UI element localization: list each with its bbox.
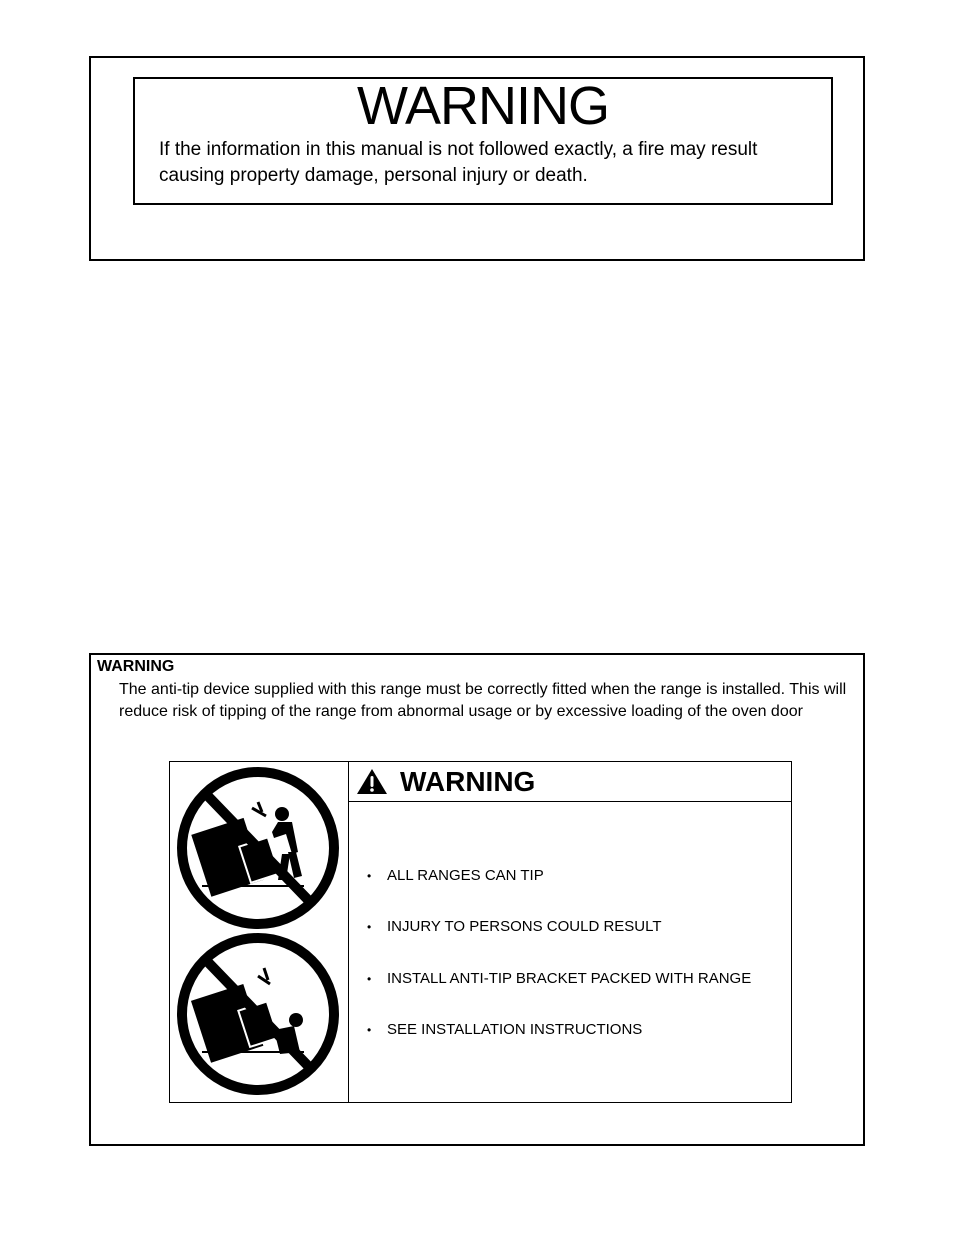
bullet-item: • SEE INSTALLATION INSTRUCTIONS [387, 1020, 642, 1040]
warning-label-content [349, 762, 791, 1102]
bullet-item: • INSTALL ANTI-TIP BRACKET PACKED WITH RANGE [387, 969, 751, 989]
fire-warning-box [89, 56, 865, 261]
fire-warning-title: WARNING [357, 76, 609, 136]
warning-label-title: WARNING [400, 766, 536, 797]
no-tipping-person-icon [182, 772, 334, 924]
tip-warning-label [169, 761, 792, 1103]
bullet-item: • ALL RANGES CAN TIP [387, 866, 544, 886]
anti-tip-text: The anti-tip device supplied with this range must be correctly fitted when the range is installed. This will reduce risk of tipping of the range from abnormal usage or by excessive loading of the oven door [119, 681, 847, 720]
fire-warning-text: If the information in this manual is not followed exactly, a fire may result causing property damage, personal injury or death. [159, 139, 758, 186]
bullet-item: • INJURY TO PERSONS COULD RESULT [387, 917, 662, 937]
fire-warning-inner-box [133, 77, 833, 205]
no-climbing-child-icon [182, 938, 334, 1090]
anti-tip-warning-box [89, 653, 865, 1146]
anti-tip-heading: WARNING [97, 658, 175, 675]
warning-bullet-list [349, 762, 791, 1102]
pictogram-column [170, 762, 349, 1102]
